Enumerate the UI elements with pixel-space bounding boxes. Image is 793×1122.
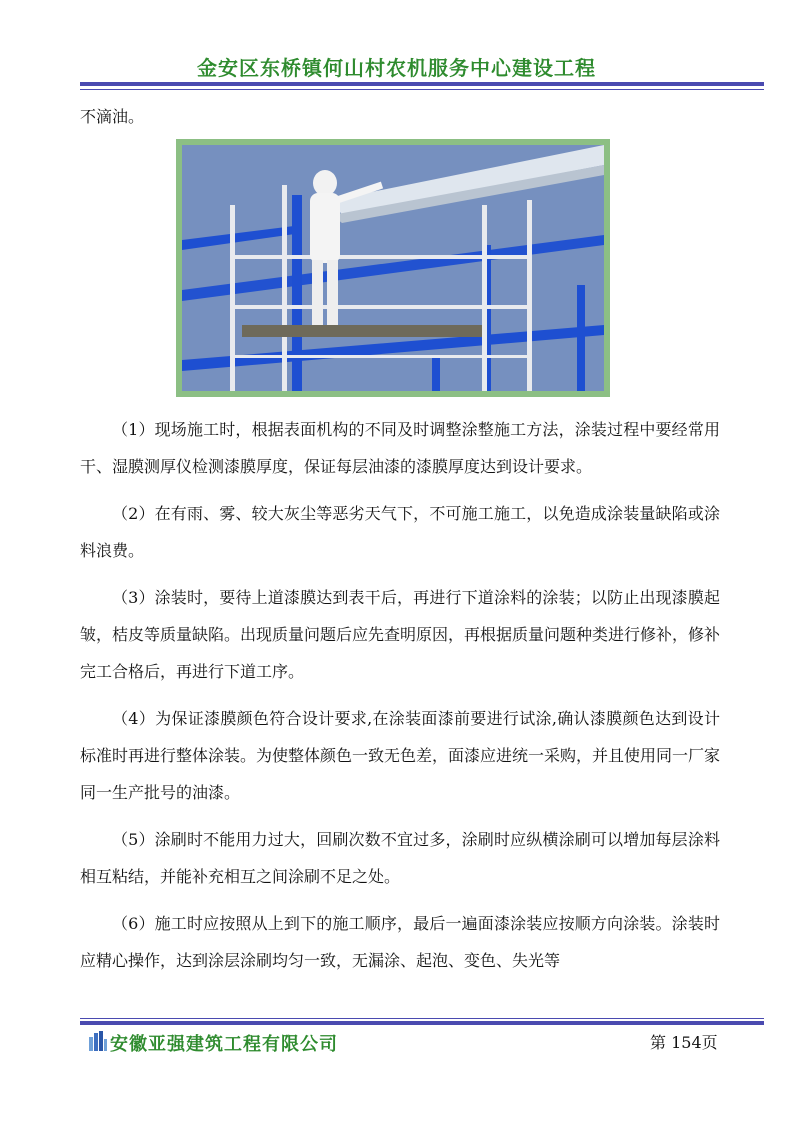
- paragraph-6: （6）施工时应按照从上到下的施工顺序，最后一遍面漆涂装应按顺方向涂装。涂装时应精心操作，达到涂层涂刷均匀一致，无漏涂、起泡、变色、失光等: [80, 914, 720, 970]
- paragraph-5: （5）涂刷时不能用力过大，回刷次数不宜过多，涂刷时应纵横涂刷可以增加每层涂料相互粘结，并能补充相互之间涂刷不足之处。: [80, 830, 720, 886]
- header-rule-thin: [80, 89, 764, 90]
- footer-rule-thin: [80, 1018, 764, 1019]
- photo-illustration: [182, 145, 604, 391]
- footer-rule-thick: [80, 1021, 764, 1025]
- header-rule-thick: [80, 82, 764, 86]
- lead-line: 不滴油。: [80, 107, 145, 126]
- paragraph-4: （4）为保证漆膜颜色符合设计要求,在涂装面漆前要进行试涂,确认漆膜颜色达到设计标准时再进行整体涂装。为使整体颜色一致无色差，面漆应进统一采购，并且使用同一厂家同一生产批号的油漆。: [80, 709, 721, 802]
- body-paragraphs: [80, 411, 720, 979]
- scaffold-painting-photo: [176, 139, 610, 397]
- paragraph-1: （1）现场施工时，根据表面机构的不同及时调整涂整施工方法，涂装过程中要经常用干、湿膜测厚仪检测漆膜厚度，保证每层油漆的漆膜厚度达到设计要求。: [80, 420, 720, 476]
- footer-page-number: 第 154页: [650, 1033, 718, 1052]
- footer-company-name: 安徽亚强建筑工程有限公司: [110, 1034, 338, 1055]
- paragraph-3: （3）涂装时，要待上道漆膜达到表干后，再进行下道涂料的涂装；以防止出现漆膜起皱，桔皮等质量缺陷。出现质量问题后应先查明原因，再根据质量问题种类进行修补，修补完工合格后，再进行下道工序。: [80, 588, 721, 681]
- building-logo-icon: [88, 1031, 108, 1051]
- paragraph-2: （2）在有雨、雾、较大灰尘等恶劣天气下，不可施工施工，以免造成涂装量缺陷或涂料浪费。: [80, 504, 720, 560]
- header-title: 金安区东桥镇何山村农机服务中心建设工程: [197, 56, 596, 80]
